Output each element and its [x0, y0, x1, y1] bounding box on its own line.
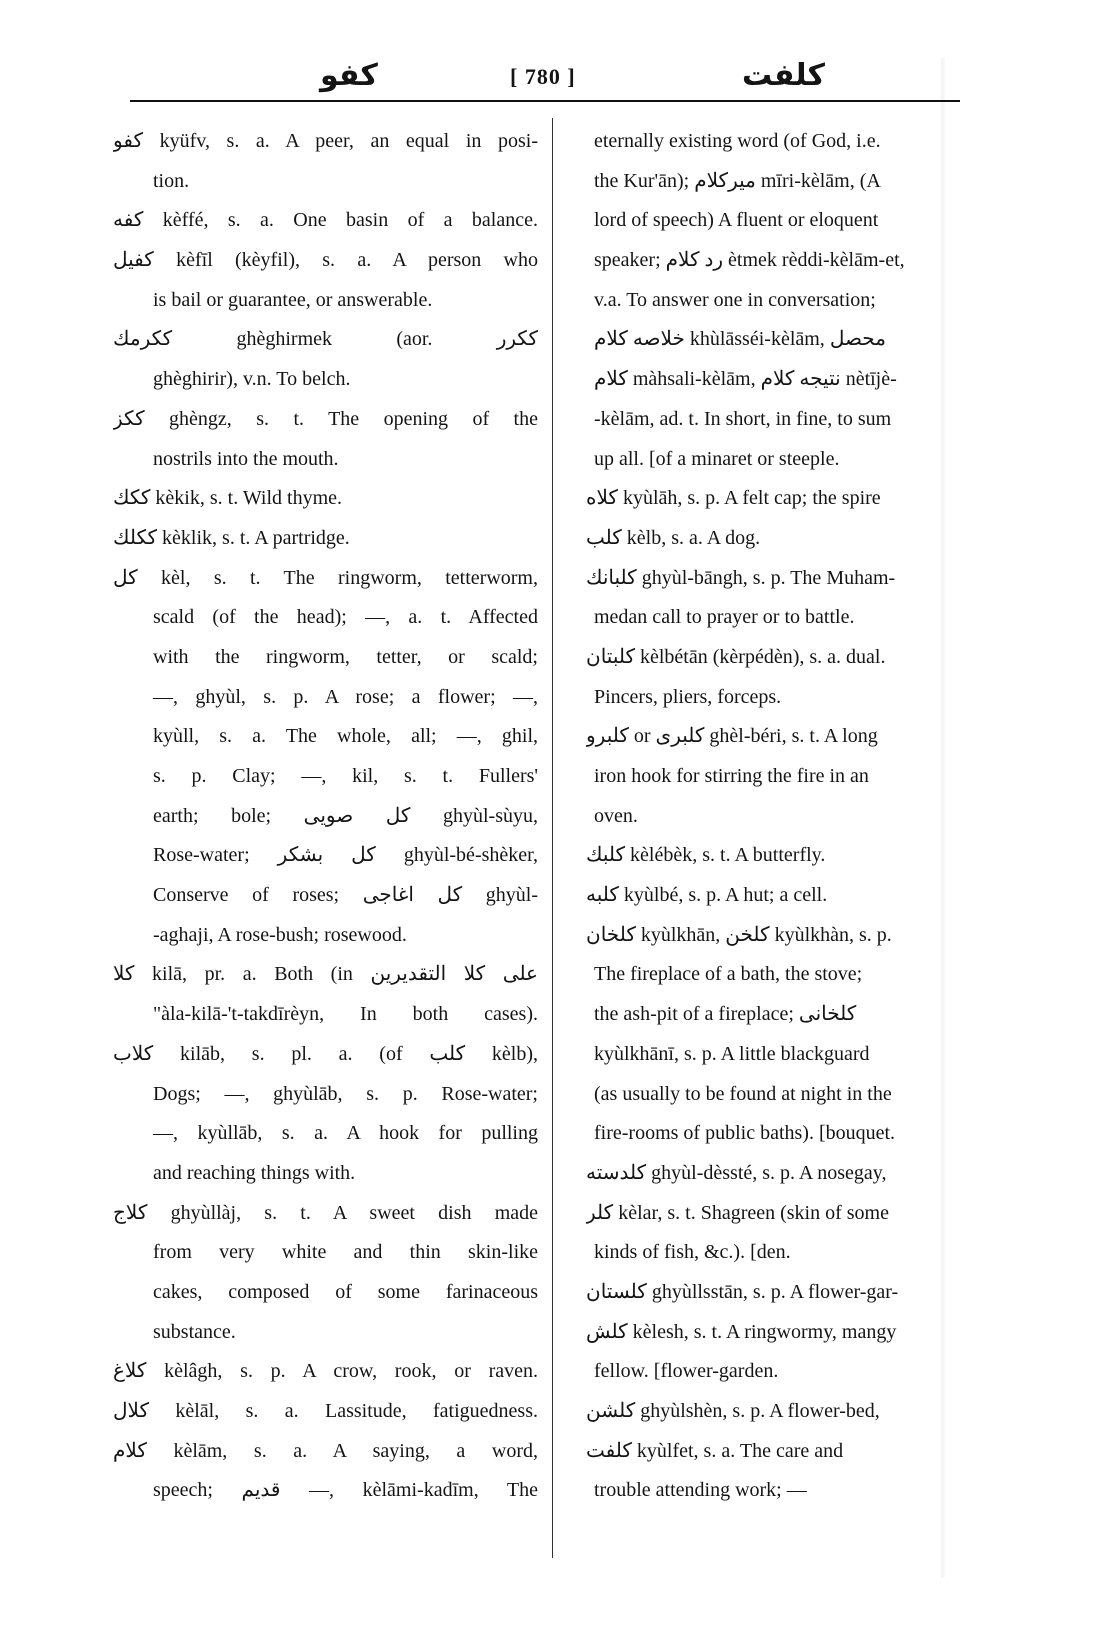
entry-line: substance. — [153, 1320, 236, 1343]
entry-line: كلفت kyùlfet, s. a. The care and — [586, 1439, 844, 1462]
entry-line: كلشن ghyùlshèn, s. p. A flower-bed, — [586, 1400, 880, 1422]
entry-line: kyùlkhānī, s. p. A little blackguard — [594, 1042, 870, 1065]
entry-line: كفو kyüfv, s. a. A peer, an equal in posi- — [113, 130, 538, 152]
entry-line: s. p. Clay; —, kil, s. t. Fullers' — [153, 765, 538, 787]
entry-line: lord of speech) A fluent or eloquent — [594, 209, 879, 232]
entry-line: fire-rooms of public baths). [bouquet. — [594, 1122, 896, 1145]
right-column — [586, 122, 948, 1511]
entry-line: kinds of fish, &c.). [den. — [594, 1241, 791, 1264]
entry-line: trouble attending work; — — [594, 1479, 807, 1502]
entry-line: The fireplace of a bath, the stove; — [594, 963, 863, 986]
entry-line: Conserve of roses; كل اغاجى ghyùl- — [153, 884, 538, 907]
entry-line: cakes, composed of some farinaceous — [153, 1280, 538, 1303]
entry-line: كل kèl, s. t. The ringworm, tetterworm, — [113, 566, 538, 589]
entry-line: is bail or guarantee, or answerable. — [153, 288, 433, 311]
entry-line: fellow. [flower-garden. — [594, 1360, 779, 1383]
entry-line: خلاصه كلام khùlāsséi-kèlām, محصل — [594, 328, 886, 351]
entry-line: كلدسته ghyùl-dèssté, s. p. A nosegay, — [586, 1161, 887, 1184]
page-number: [ 780 ] — [510, 64, 576, 89]
entry-line: the Kur'ān); ميركلام mīri-kèlām, (A — [594, 169, 881, 192]
running-header — [130, 58, 960, 102]
entry-line: earth; bole; كل صويى ghyùl-sùyu, — [153, 804, 538, 827]
entry-line: كلش kèlesh, s. t. A ringwormy, mangy — [586, 1320, 897, 1343]
left-column — [113, 122, 538, 1511]
entry-line: كلا kilā, pr. a. Both (in على كلا التقديرين — [113, 963, 538, 986]
entry-line: كلبانك ghyùl-bāngh, s. p. The Muham- — [586, 566, 896, 589]
entry-line: Pincers, pliers, forceps. — [594, 685, 782, 708]
entry-line: from very white and thin skin-like — [153, 1241, 538, 1264]
entry-line: -kèlām, ad. t. In short, in fine, to sum — [594, 407, 892, 430]
entry-line: v.a. To answer one in conversation; — [594, 288, 876, 311]
entry-line: —, ghyùl, s. p. A rose; a flower; —, — [153, 685, 538, 708]
entry-line: كلب kèlb, s. a. A dog. — [586, 526, 761, 549]
entry-line: eternally existing word (of God, i.e. — [594, 130, 881, 152]
entry-line: Dogs; —, ghyùlāb, s. p. Rose-water; — [153, 1082, 538, 1105]
entry-line: "àla-kilā-'t-takdīrèyn, In both cases). — [153, 1003, 538, 1026]
entry-line: iron hook for stirring the fire in an — [594, 765, 869, 787]
entry-line: كلستان ghyùllsstān, s. p. A flower-gar- — [586, 1280, 899, 1303]
entry-line: kyùll, s. a. The whole, all; —, ghil, — [153, 725, 538, 748]
entry-line: up all. [of a minaret or steeple. — [594, 447, 840, 470]
entry-line: medan call to prayer or to battle. — [594, 606, 855, 629]
entry-line: كلبه kyùlbé, s. p. A hut; a cell. — [586, 884, 828, 907]
entry-line: كلاب kilāb, s. pl. a. (of كلب kèlb), — [113, 1042, 538, 1065]
entry-line: speaker; رد كلام ètmek rèddi-kèlām-et, — [594, 249, 905, 272]
entry-line: كلبرو or كلبرى ghèl-béri, s. t. A long — [586, 725, 878, 748]
entry-line: nostrils into the mouth. — [153, 447, 339, 470]
entry-line: the ash-pit of a fireplace; كلخانى — [594, 1003, 857, 1026]
entry-line: ككلك kèklik, s. t. A partridge. — [113, 526, 350, 549]
entry-line: كفه kèffé, s. a. One basin of a balance. — [113, 209, 538, 232]
entry-line: speech; قديم —, kèlāmi-kadīm, The — [153, 1479, 538, 1502]
entry-line: كفيل kèfīl (kèyfil), s. a. A person who — [113, 249, 538, 272]
entry-line: كلر kèlar, s. t. Shagreen (skin of some — [586, 1201, 889, 1224]
entry-line: and reaching things with. — [153, 1161, 356, 1184]
entry-line: كلاه kyùlāh, s. p. A felt cap; the spire — [586, 487, 881, 510]
entry-line: (as usually to be found at night in the — [594, 1082, 892, 1105]
entry-line: —, kyùllāb, s. a. A hook for pulling — [153, 1122, 538, 1145]
entry-line: كلال kèlāl, s. a. Lassitude, fatiguedness. — [113, 1400, 538, 1422]
entry-line: كلخان kyùlkhān, كلخن kyùlkhàn, s. p. — [586, 923, 892, 946]
entry-line: كلام màhsali-kèlām, نتيجه كلام nètījè- — [594, 368, 897, 391]
entry-line: scald (of the head); —, a. t. Affected — [153, 606, 538, 629]
entry-line: Rose-water; كل بشكر ghyùl-bé-shèker, — [153, 844, 538, 867]
entry-line: كلبك kèlébèk, s. t. A butterfly. — [586, 844, 826, 867]
entry-line: كلاغ kèlâgh, s. p. A crow, rook, or raven. — [113, 1360, 538, 1383]
entry-line: ككرمك ghèghirmek (aor. ككرر — [113, 328, 538, 351]
header-right-word: كلفت — [741, 58, 825, 93]
entry-line: كلام kèlām, s. a. A saying, a word, — [113, 1439, 538, 1462]
entry-line: كلبتان kèlbétān (kèrpédèn), s. a. dual. — [586, 645, 886, 668]
entry-line: tion. — [153, 169, 190, 192]
entry-line: oven. — [594, 804, 638, 827]
entry-line: كلاج ghyùllàj, s. t. A sweet dish made — [113, 1201, 538, 1224]
header-left-word: كفو — [320, 58, 378, 93]
entry-line: with the ringworm, tetter, or scald; — [153, 645, 538, 668]
entry-line: ككك kèkik, s. t. Wild thyme. — [113, 487, 343, 510]
column-divider — [552, 118, 553, 1558]
entry-line: ككز ghèngz, s. t. The opening of the — [113, 407, 538, 430]
entry-line: ghèghirir), v.n. To belch. — [153, 368, 351, 391]
entry-line: -aghaji, A rose-bush; rosewood. — [153, 923, 407, 946]
